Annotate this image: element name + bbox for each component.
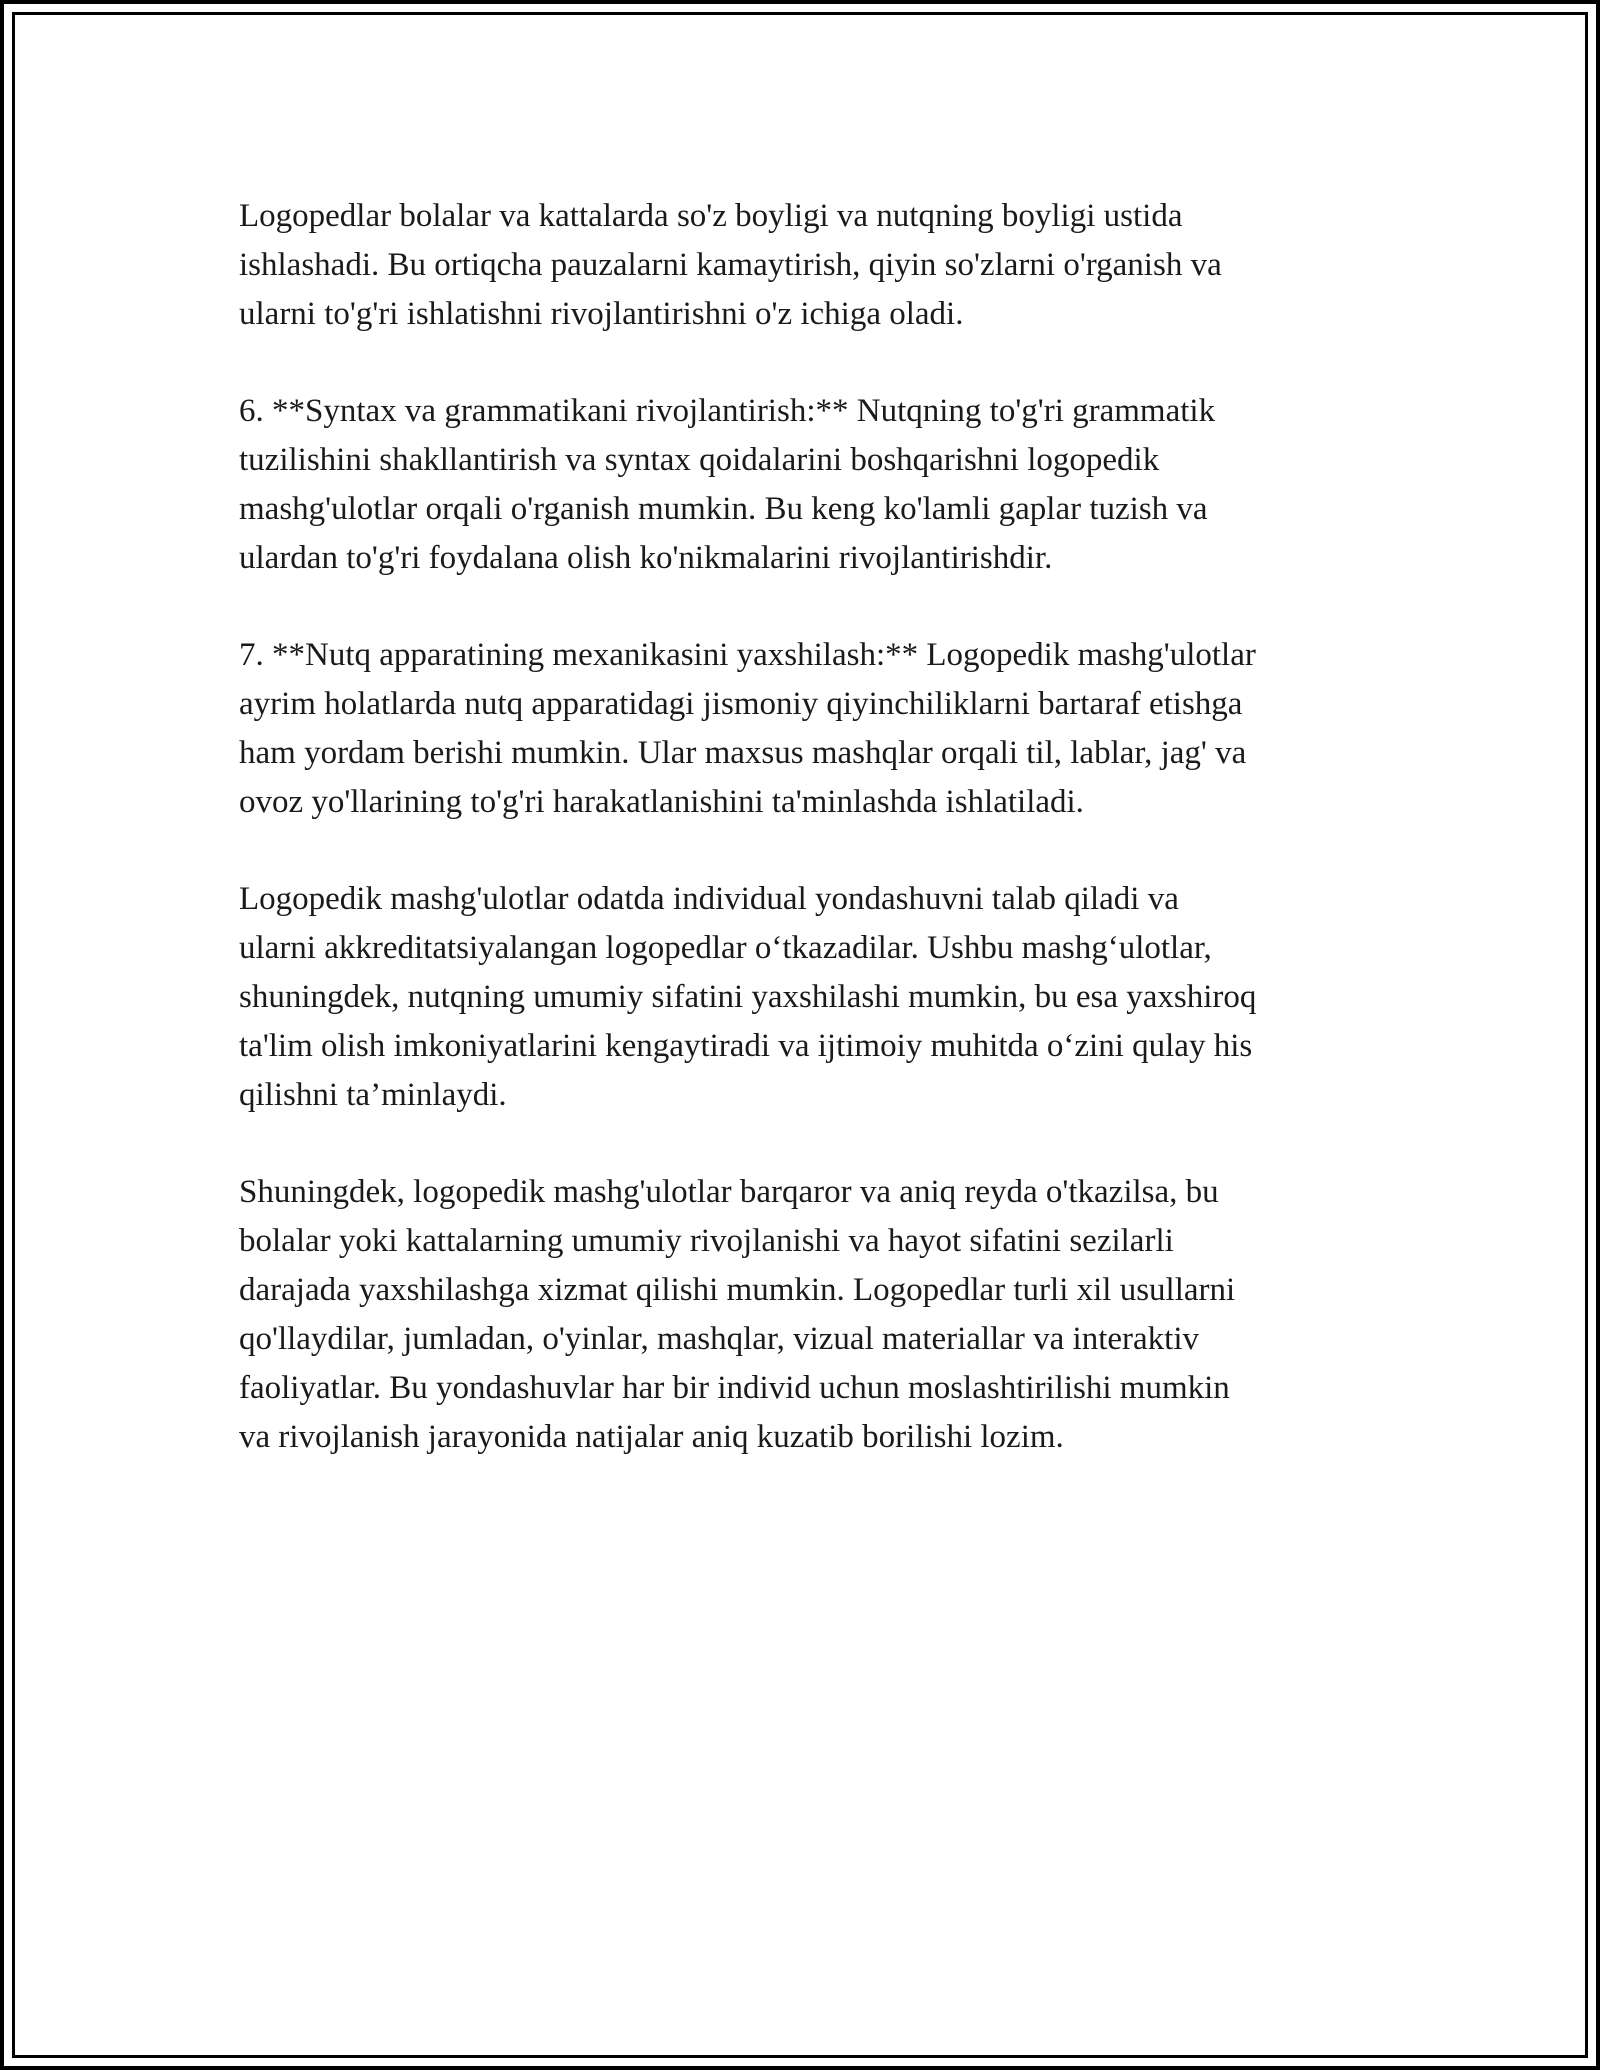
paragraph-speech-apparatus: 7. **Nutq apparatining mexanikasini yaxshilash:** Logopedik mashg'ulotlar ayrim holatlarda nutq apparatidagi jismoniy qiyinchiliklarni bartaraf etishga ham yordam berishi mumkin. Ular maxsus mashqlar orqali til, lablar, jag' va ovoz yo'llarining to'g'ri harakatlanishini ta'minlashda ishlatiladi. (239, 637, 1256, 820)
paragraph-conclusion: Shuningdek, logopedik mashg'ulotlar barqaror va aniq reyda o'tkazilsa, bu bolalar yoki kattalarning umumiy rivojlanishi va hayot sifatini sezilarli darajada yaxshilashga xizmat qilishi mumkin. Logopedlar turli xil usullarni qo'llaydilar, jumladan, o'yinlar, mashqlar, vizual materiallar va interaktiv faoliyatlar. Bu yondashuvlar har bir individ uchun moslashtirilishi mumkin va rivojlanish jarayonida natijalar aniq kuzatib borilishi lozim. (239, 1174, 1236, 1455)
paragraph-syntax-grammar: 6. **Syntax va grammatikani rivojlantirish:** Nutqning to'g'ri grammatik tuzilishini shakllantirish va syntax qoidalarini boshqarishni logopedik mashg'ulotlar orqali o'rganish mumkin. Bu keng ko'lamli gaplar tuzish va ulardan to'g'ri foydalana olish ko'nikmalarini rivojlantirishdir. (239, 393, 1216, 576)
document-body (239, 192, 1379, 1510)
paragraph-vocabulary: Logopedlar bolalar va kattalarda so'z boyligi va nutqning boyligi ustida ishlashadi. Bu ortiqcha pauzalarni kamaytirish, qiyin so'zlarni o'rganish va ularni to'g'ri ishlatishni rivojlantirishni o'z ichiga oladi. (239, 198, 1222, 332)
paragraph-individual-approach: Logopedik mashg'ulotlar odatda individual yondashuvni talab qiladi va ularni akkreditatsiyalangan logopedlar o‘tkazadilar. Ushbu mashg‘ulotlar, shuningdek, nutqning umumiy sifatini yaxshilashi mumkin, bu esa yaxshiroq ta'lim olish imkoniyatlarini kengaytiradi va ijtimoiy muhitda o‘zini qulay his qilishni ta’minlaydi. (239, 881, 1257, 1113)
